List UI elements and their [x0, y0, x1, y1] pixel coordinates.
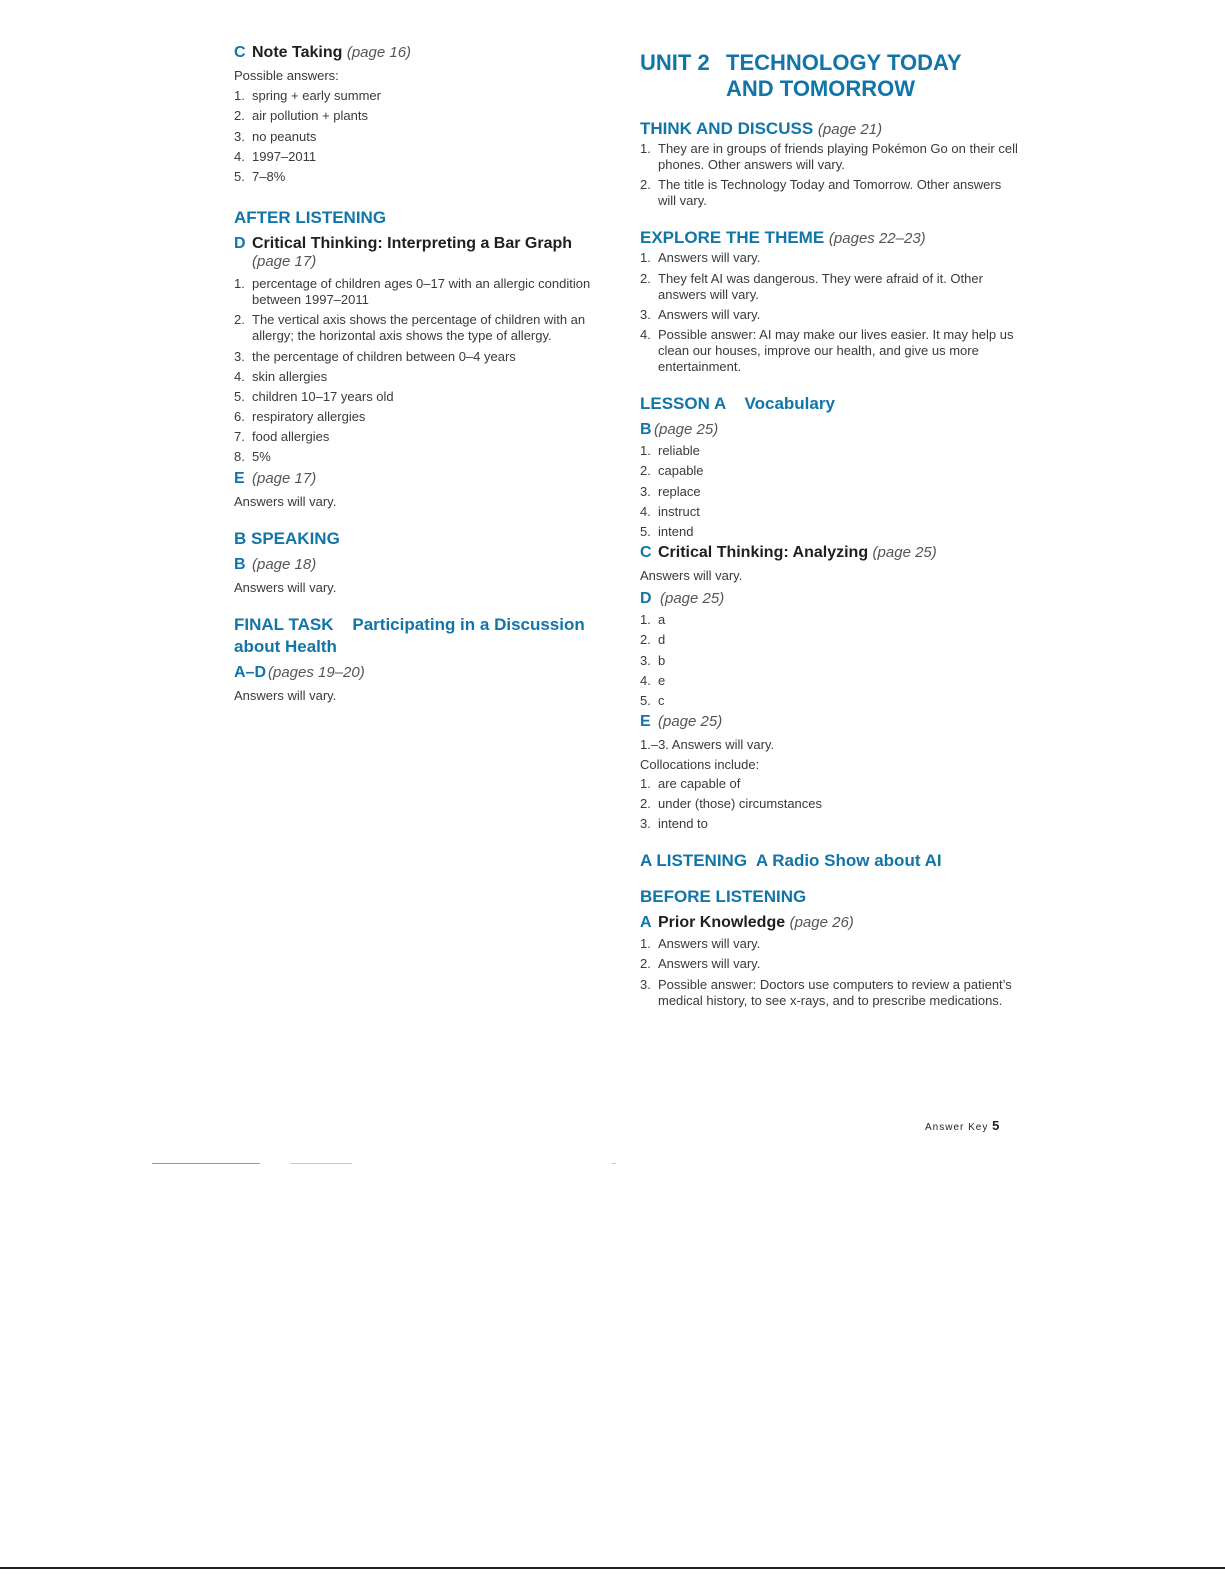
before-listening-heading: BEFORE LISTENING: [640, 887, 807, 907]
note-taking-heading: C Note Taking (page 16): [234, 44, 412, 61]
item-text: air pollution + plants: [252, 108, 368, 124]
item-number: 5.: [640, 693, 651, 709]
item-text: reliable: [658, 443, 700, 459]
item-number: 5.: [234, 168, 245, 184]
item-text: Possible answer: Doctors use computers to review a patient’s medical history, to see x-rays, and to prescribe medications.: [658, 976, 1012, 1008]
d-heading: D (page 25): [640, 590, 725, 608]
item-text: 7–8%: [252, 168, 286, 184]
item-number: 3.: [234, 128, 245, 144]
prior-knowledge-answers: [640, 936, 1020, 1008]
bottom-rule-left: [152, 1163, 260, 1164]
list-item: [640, 327, 1020, 375]
list-item: [234, 349, 604, 365]
vocab-b-heading: B (page 25): [640, 421, 719, 439]
item-text: instruct: [658, 503, 700, 519]
item-number: 1.: [640, 250, 651, 266]
list-item: [640, 141, 1020, 173]
bottom-rule-dots: [290, 1163, 352, 1164]
item-number: 1.: [640, 936, 651, 952]
item-text: no peanuts: [252, 128, 317, 144]
explore-theme-heading: EXPLORE THE THEME (pages 22–23): [640, 228, 926, 248]
item-text: a: [658, 612, 666, 628]
list-item: [234, 108, 604, 124]
list-item: [234, 409, 604, 425]
item-text: skin allergies: [252, 368, 328, 384]
item-number: 3.: [640, 815, 651, 831]
critical-thinking-c-heading: C Critical Thinking: Analyzing (page 25): [640, 544, 937, 562]
item-text: e: [658, 672, 666, 688]
item-text: d: [658, 632, 666, 648]
item-text: Answers will vary.: [658, 956, 761, 972]
item-number: 8.: [234, 449, 245, 465]
prior-knowledge-heading: A Prior Knowledge (page 26): [640, 914, 854, 932]
page-bottom-border: [0, 1567, 1225, 1569]
critical-thinking-d-answers: [234, 276, 604, 465]
item-text: capable: [658, 463, 704, 479]
item-text: c: [658, 693, 665, 709]
final-task-heading-line2: about Health: [234, 637, 337, 657]
vocab-b-answers: [640, 443, 1020, 540]
item-number: 5.: [640, 523, 651, 539]
e-heading-right: E (page 25): [640, 713, 723, 731]
page-footer: Answer Key 5: [925, 1118, 1001, 1133]
list-item: [234, 88, 604, 104]
list-item: [640, 307, 1020, 323]
unit-title-line2: AND TOMORROW: [726, 76, 916, 101]
a-listening-heading: A LISTENING A Radio Show about AI: [640, 851, 942, 871]
item-number: 4.: [234, 368, 245, 384]
list-item: [234, 389, 604, 405]
item-text: Answers will vary.: [658, 936, 761, 952]
list-item: [640, 524, 1020, 540]
list-item: [640, 936, 1020, 952]
a-d-heading: A–D (pages 19–20): [234, 664, 365, 682]
item-text: intend: [658, 523, 694, 539]
list-item: [640, 693, 1020, 709]
item-text: b: [658, 652, 666, 668]
item-number: 2.: [234, 108, 245, 124]
item-number: 1.: [640, 443, 651, 459]
left-column: [234, 44, 604, 706]
bottom-rule-mid: [612, 1163, 616, 1164]
critical-thinking-d-heading: D Critical Thinking: Interpreting a Bar Graph: [234, 235, 573, 253]
possible-answers-intro: Possible answers:: [234, 68, 339, 83]
list-item: [640, 177, 1020, 209]
item-text: are capable of: [658, 775, 741, 791]
item-number: 1.: [640, 775, 651, 791]
item-number: 4.: [640, 326, 651, 342]
list-item: [640, 463, 1020, 479]
item-text: replace: [658, 483, 701, 499]
b-speaking-heading: B SPEAKING: [234, 528, 340, 548]
item-text: 1997–2011: [252, 148, 317, 164]
item-text: Possible answer: AI may make our lives easier. It may help us clean our houses, improve our health, and give us more entertainment.: [658, 326, 1014, 374]
list-item: [640, 776, 1020, 792]
e-heading: E (page 17): [234, 469, 317, 487]
list-item: [640, 653, 1020, 669]
list-item: [640, 271, 1020, 303]
item-text: Answers will vary.: [658, 306, 761, 322]
list-item: [640, 443, 1020, 459]
list-item: [234, 129, 604, 145]
unit-title: UNIT 2 TECHNOLOGY TODAY: [640, 50, 962, 75]
explore-theme-answers: [640, 250, 1020, 375]
item-number: 1.: [640, 612, 651, 628]
item-text: The title is Technology Today and Tomorrow. Other answers will vary.: [658, 177, 1002, 209]
list-item: [234, 169, 604, 185]
item-number: 2.: [640, 956, 651, 972]
item-number: 2.: [234, 312, 245, 328]
item-text: under (those) circumstances: [658, 795, 823, 811]
list-item: [234, 429, 604, 445]
d-answers: [640, 612, 1020, 709]
item-number: 4.: [234, 148, 245, 164]
item-text: the percentage of children between 0–4 years: [252, 348, 516, 364]
list-item: [640, 816, 1020, 832]
item-number: 2.: [640, 270, 651, 286]
item-text: The vertical axis shows the percentage of children with an allergy; the horizontal axis shows the type of allergy.: [252, 312, 586, 344]
list-item: [234, 369, 604, 385]
item-number: 3.: [640, 976, 651, 992]
right-column: [640, 50, 1020, 1013]
item-text: intend to: [658, 815, 708, 831]
item-number: 4.: [640, 503, 651, 519]
item-text: percentage of children ages 0–17 with an allergic condition between 1997–2011: [252, 276, 591, 308]
critical-thinking-d-page: (page 17): [252, 253, 317, 271]
item-number: 3.: [234, 348, 245, 364]
item-number: 1.: [640, 141, 651, 156]
item-text: children 10–17 years old: [252, 388, 394, 404]
item-number: 7.: [234, 429, 245, 445]
item-number: 2.: [640, 463, 651, 479]
item-number: 1.: [234, 276, 245, 292]
lesson-a-heading: LESSON A Vocabulary: [640, 394, 835, 414]
b-answer: Answers will vary.: [234, 579, 337, 595]
list-item: [234, 149, 604, 165]
final-task-heading: FINAL TASK Participating in a Discussion: [234, 615, 585, 635]
list-item: [640, 250, 1020, 266]
item-number: 3.: [640, 483, 651, 499]
list-item: [234, 312, 604, 344]
e-collocations: [640, 776, 1020, 832]
item-text: food allergies: [252, 429, 330, 445]
list-item: [640, 612, 1020, 628]
b-heading: B (page 18): [234, 555, 317, 573]
item-text: Answers will vary.: [658, 250, 761, 266]
e-line2: Collocations include:: [640, 757, 760, 773]
think-and-discuss-heading: THINK AND DISCUSS (page 21): [640, 119, 883, 138]
item-number: 1.: [234, 88, 245, 104]
item-number: 3.: [640, 306, 651, 322]
item-number: 4.: [640, 672, 651, 688]
list-item: [640, 673, 1020, 689]
after-listening-heading: AFTER LISTENING: [234, 208, 387, 228]
note-taking-answers: [234, 88, 604, 185]
item-number: 5.: [234, 388, 245, 404]
item-number: 3.: [640, 652, 651, 668]
list-item: [640, 632, 1020, 648]
item-number: 2.: [640, 177, 651, 193]
item-text: 5%: [252, 449, 271, 465]
list-item: [234, 449, 604, 465]
item-text: They felt AI was dangerous. They were afraid of it. Other answers will vary.: [658, 270, 983, 302]
list-item: [640, 977, 1020, 1009]
a-d-answer: Answers will vary.: [234, 688, 337, 704]
item-number: 6.: [234, 409, 245, 425]
list-item: [640, 504, 1020, 520]
critical-thinking-c-answer: Answers will vary.: [640, 568, 743, 584]
item-text: respiratory allergies: [252, 409, 366, 425]
list-item: [234, 276, 604, 308]
list-item: [640, 796, 1020, 812]
think-and-discuss-answers: [640, 141, 1020, 209]
item-number: 2.: [640, 795, 651, 811]
e-line1: 1.–3. Answers will vary.: [640, 737, 775, 753]
list-item: [640, 484, 1020, 500]
item-number: 2.: [640, 632, 651, 648]
list-item: [640, 956, 1020, 972]
item-text: They are in groups of friends playing Pokémon Go on their cell phones. Other answers will vary.: [658, 141, 1018, 172]
e-answer: Answers will vary.: [234, 493, 337, 509]
item-text: spring + early summer: [252, 88, 381, 104]
